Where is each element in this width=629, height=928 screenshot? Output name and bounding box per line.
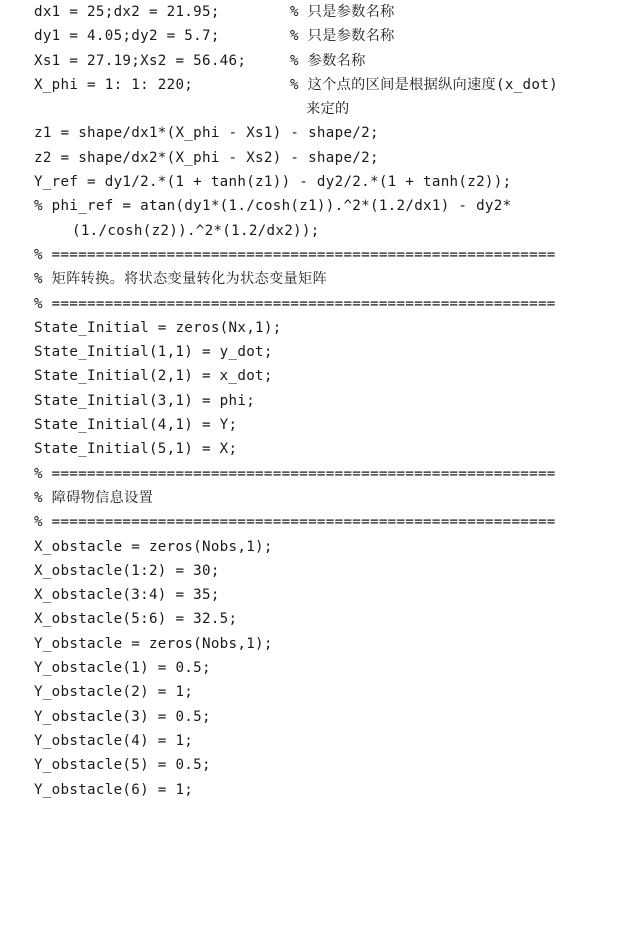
code-line: [34, 0, 624, 24]
comment-continuation: 来定的: [306, 101, 350, 118]
code-line: X_obstacle(1:2) = 30;: [34, 562, 220, 579]
code-line: X_obstacle = zeros(Nobs,1);: [34, 538, 273, 555]
code-line: Y_obstacle(2) = 1;: [34, 684, 194, 701]
code-comment: % 参数名称: [290, 52, 366, 69]
code-line: Y_obstacle(3) = 0.5;: [34, 708, 211, 725]
separator-comment: % =========================================================: [34, 246, 556, 263]
code-line: [34, 49, 624, 73]
code-statement: Xs1 = 27.19;Xs2 = 56.46;: [34, 52, 247, 69]
code-line: Y_obstacle(4) = 1;: [34, 732, 194, 749]
code-line: Y_obstacle(1) = 0.5;: [34, 660, 211, 677]
code-line: X_obstacle(5:6) = 32.5;: [34, 611, 238, 628]
separator-comment: % =========================================================: [34, 514, 556, 531]
comment-continuation: (1./cosh(z2)).^2*(1.2/dx2));: [72, 222, 320, 239]
code-line: State_Initial(4,1) = Y;: [34, 417, 238, 434]
section-comment: % 矩阵转换。将状态变量转化为状态变量矩阵: [34, 271, 327, 288]
comment-line: % phi_ref = atan(dy1*(1./cosh(z1)).^2*(1.2/dx1) - dy2*: [34, 198, 512, 215]
section-comment: % 障碍物信息设置: [34, 489, 154, 506]
code-line: State_Initial(3,1) = phi;: [34, 392, 256, 409]
code-listing: [34, 0, 624, 802]
code-line: [34, 24, 624, 48]
code-line: State_Initial(2,1) = x_dot;: [34, 368, 273, 385]
code-line: State_Initial = zeros(Nx,1);: [34, 319, 282, 336]
code-line: State_Initial(1,1) = y_dot;: [34, 344, 273, 361]
code-comment: % 这个点的区间是根据纵向速度(x_dot): [290, 76, 558, 93]
code-line: z1 = shape/dx1*(X_phi - Xs1) - shape/2;: [34, 125, 379, 142]
code-comment: % 只是参数名称: [290, 28, 395, 45]
separator-comment: % =========================================================: [34, 465, 556, 482]
separator-comment: % =========================================================: [34, 295, 556, 312]
code-statement: dx1 = 25;dx2 = 21.95;: [34, 4, 220, 20]
code-line: State_Initial(5,1) = X;: [34, 441, 238, 458]
code-line: X_obstacle(3:4) = 35;: [34, 587, 220, 604]
code-line: [34, 73, 624, 97]
code-line: Y_obstacle(5) = 0.5;: [34, 757, 211, 774]
code-line: Y_ref = dy1/2.*(1 + tanh(z1)) - dy2/2.*(1 + tanh(z2));: [34, 174, 512, 191]
code-line: Y_obstacle(6) = 1;: [34, 781, 194, 798]
code-comment: % 只是参数名称: [290, 4, 395, 20]
code-line: Y_obstacle = zeros(Nobs,1);: [34, 635, 273, 652]
code-line: z2 = shape/dx2*(X_phi - Xs2) - shape/2;: [34, 149, 379, 166]
code-statement: dy1 = 4.05;dy2 = 5.7;: [34, 28, 220, 45]
code-statement: X_phi = 1: 1: 220;: [34, 76, 194, 93]
